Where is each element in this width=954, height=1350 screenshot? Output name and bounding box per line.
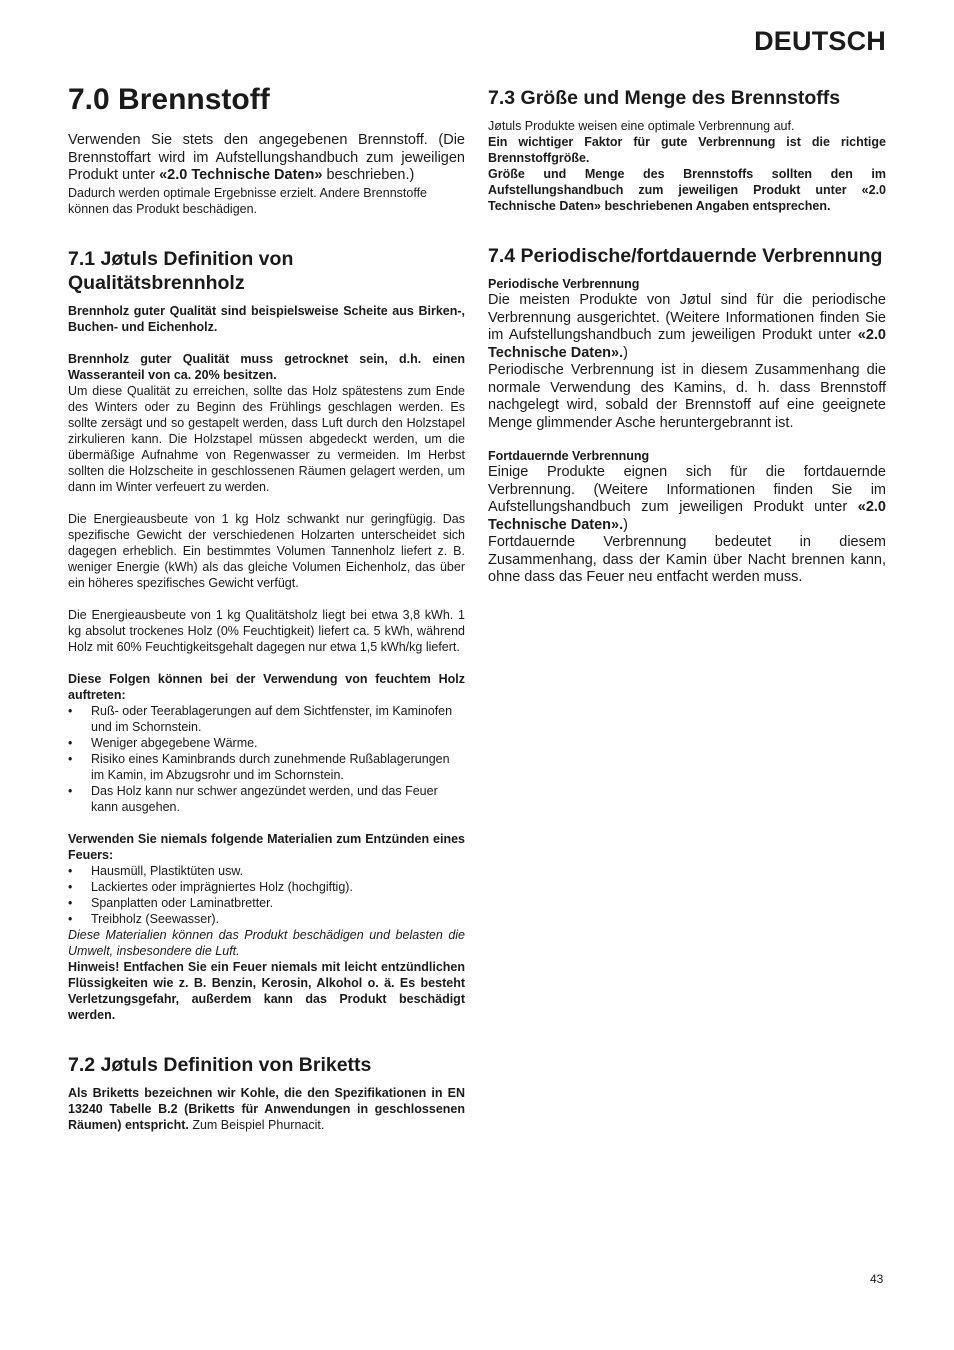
- section-7-0-paragraph-1: Verwenden Sie stets den angegebenen Brennstoff. (Die Brennstoffart wird im Aufstellungshandbuch zum jeweiligen Produkt unter «2.0 Technische Daten» beschrieben.): [68, 132, 465, 183]
- section-7-2-paragraph: Als Briketts bezeichnen wir Kohle, die den Spezifikationen in EN 13240 Tabelle B.2 (Briketts für Anwendungen in geschlossenen Räumen) entspricht. Zum Beispiel Phurnacit.: [68, 1085, 465, 1132]
- list-item: • Lackiertes oder imprägniertes Holz (hochgiftig).: [91, 879, 465, 895]
- section-7-1-paragraph-4: Die Energieausbeute von 1 kg Qualitätsholz liegt bei etwa 3,8 kWh. 1 kg absolut trockenes Holz (0% Feuchtigkeit) liefert ca. 5 kWh, während Holz mit 60% Feuchtigkeitsgehalt dagegen nur etwa 1,5 kWh/kg liefert.: [68, 607, 465, 654]
- forbidden-materials-list: [68, 863, 465, 927]
- periodic-heading: Periodische Verbrennung: [488, 277, 640, 291]
- wet-wood-list: [68, 703, 465, 815]
- list-item: • Spanplatten oder Laminatbretter.: [91, 895, 465, 911]
- language-label: DEUTSCH: [754, 26, 886, 56]
- section-7-2-title: 7.2 Jøtuls Definition von Briketts: [68, 1053, 372, 1076]
- periodic-paragraph-1: Die meisten Produkte von Jøtul sind für die periodische Verbrennung ausgerichtet. (Weitere Informationen finden Sie im Aufstellungshandbuch zum jeweiligen Produkt unter «2.0 Technische Daten».): [488, 292, 886, 361]
- section-7-1-paragraph-2-heading: Brennholz guter Qualität muss getrocknet sein, d.h. einen Wasseranteil von ca. 20% besitzen.: [68, 351, 465, 382]
- section-7-1-paragraph-2: Um diese Qualität zu erreichen, sollte das Holz spätestens zum Ende des Winters oder zu Beginn des Frühlings geschlagen werden. Es sollte zersägt und so gestapelt werden, dass Luft durch den Holzstapel zirkulieren kann. Die Holzstapel müssen abgedeckt werden, um die übermäßige Aufnahme von Regenwasser zu vermeiden. Im Herbst sollten die Holzscheite in geschlossenen Räumen gelagert werden, um dann im Winter verfeuert zu werden.: [68, 383, 465, 494]
- section-7-1-paragraph-3: Die Energieausbeute von 1 kg Holz schwankt nur geringfügig. Das spezifische Gewicht der verschiedenen Holzarten unterscheidet sich dagegen erheblich. Ein bestimmtes Volumen Tannenholz liefert z. B. weniger Energie (kWh) als das gleiche Volumen Eichenholz, das über ein höheres spezifisches Gewicht verfügt.: [68, 511, 465, 590]
- section-7-3-paragraph-1: Jøtuls Produkte weisen eine optimale Verbrennung auf.: [488, 119, 795, 133]
- list-item: • Treibholz (Seewasser).: [91, 911, 465, 927]
- continuous-heading: Fortdauernde Verbrennung: [488, 449, 650, 463]
- section-7-4-title: 7.4 Periodische/fortdauernde Verbrennung: [488, 245, 883, 267]
- section-7-3-paragraph-2: Ein wichtiger Faktor für gute Verbrennung ist die richtige Brennstoffgröße.: [488, 135, 886, 165]
- list-item: • Weniger abgegebene Wärme.: [91, 735, 465, 751]
- forbidden-materials-heading: Verwenden Sie niemals folgende Materialien zum Entzünden eines Feuers:: [68, 831, 465, 862]
- section-7-1-paragraph-1: Brennholz guter Qualität sind beispielsweise Scheite aus Birken-, Buchen- und Eichenholz.: [68, 303, 465, 334]
- section-7-0-paragraph-2: Dadurch werden optimale Ergebnisse erzielt. Andere Brennstoffe können das Produkt beschädigen.: [68, 185, 428, 216]
- continuous-paragraph-1: Einige Produkte eignen sich für die fortdauernde Verbrennung. (Weitere Informationen finden Sie im Aufstellungshandbuch zum jeweiligen Produkt unter «2.0 Technische Daten».): [488, 464, 886, 533]
- section-7-3-title: 7.3 Größe und Menge des Brennstoffs: [488, 87, 841, 109]
- safety-warning: Hinweis! Entfachen Sie ein Feuer niemals mit leicht entzündlichen Flüssigkeiten wie z. B. Benzin, Kerosin, Alkohol o. ä. Es besteht Verletzungsgefahr, außerdem kann das Produkt beschädigt werden.: [68, 959, 465, 1022]
- left-column: [68, 82, 465, 1133]
- wet-wood-heading: Diese Folgen können bei der Verwendung von feuchtem Holz auftreten:: [68, 671, 465, 702]
- list-item: • Risiko eines Kaminbrands durch zunehmende Rußablagerungen im Kamin, im Abzugsrohr und im Schornstein.: [91, 751, 465, 783]
- list-item: • Das Holz kann nur schwer angezündet werden, und das Feuer kann ausgehen.: [91, 783, 465, 815]
- right-column: [488, 86, 886, 587]
- list-item: • Hausmüll, Plastiktüten usw.: [91, 863, 465, 879]
- section-7-3-paragraph-3: Größe und Menge des Brennstoffs sollten den im Aufstellungshandbuch zum jeweiligen Produkt unter «2.0 Technische Daten» beschriebenen Angaben entsprechen.: [488, 167, 886, 213]
- page-number: 43: [870, 1272, 884, 1286]
- forbidden-materials-note: Diese Materialien können das Produkt beschädigen und belasten die Umwelt, insbesondere die Luft.: [68, 927, 465, 958]
- continuous-paragraph-2: Fortdauernde Verbrennung bedeutet in diesem Zusammenhang, dass der Kamin über Nacht brennen kann, ohne dass das Feuer neu entfacht werden muss.: [488, 534, 886, 585]
- list-item: • Ruß- oder Teerablagerungen auf dem Sichtfenster, im Kaminofen und im Schornstein.: [91, 703, 465, 735]
- periodic-paragraph-2: Periodische Verbrennung ist in diesem Zusammenhang die normale Verwendung des Kamins, d. h. dass Brennstoff nachgelegt wird, sobald der Brennstoff auf eine geeignete Menge glimmender Asche heruntergebrannt ist.: [488, 362, 886, 431]
- section-7-0-title: 7.0 Brennstoff: [68, 83, 270, 116]
- section-7-1-title: 7.1 Jøtuls Definition von Qualitätsbrennholz: [68, 247, 294, 294]
